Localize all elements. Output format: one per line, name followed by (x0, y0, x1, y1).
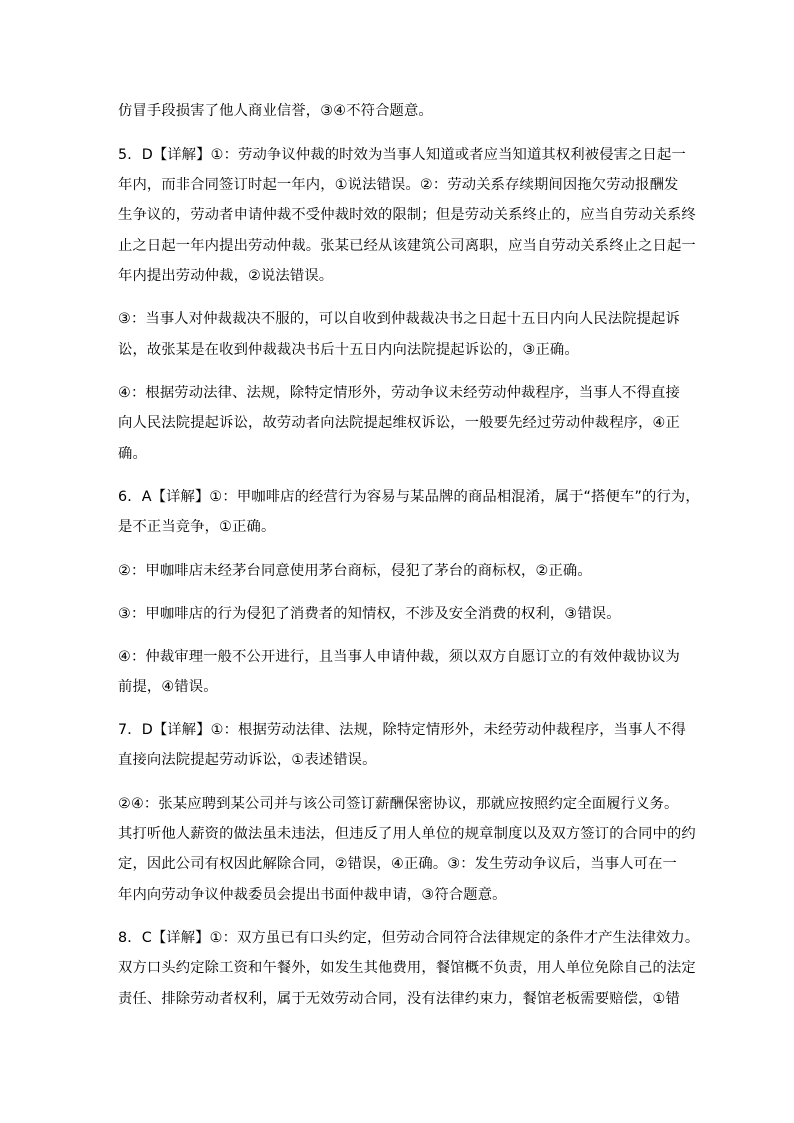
text-line: ③：甲咖啡店的行为侵犯了消费者的知情权，不涉及安全消费的权利，③错误。 (118, 606, 621, 622)
text-line: 前提，④错误。 (118, 679, 218, 695)
text-line: 向人民法院提起诉讼，故劳动者向法院提起维权诉讼，一般要先经过劳动仲裁程序，④正 (118, 415, 680, 431)
text-line: ②④：张某应聘到某公司并与该公司签订薪酬保密协议，那就应按照约定全面履行义务。 (118, 796, 679, 812)
text-line: ③：当事人对仲裁裁决不服的，可以自收到仲裁裁决书之日起十五日内向人民法院提起诉 (118, 311, 680, 327)
text-line: 确。 (118, 446, 147, 462)
text-line: 年内向劳动争议仲裁委员会提出书面仲裁申请，③符合题意。 (118, 887, 507, 903)
text-line: ④：根据劳动法律、法规，除特定情形外，劳动争议未经劳动仲裁程序，当事人不得直接 (118, 385, 680, 401)
text-line: 其打听他人薪资的做法虽未违法，但违反了用人单位的规章制度以及双方签订的合同中的约 (118, 826, 696, 842)
text-line: 生争议的，劳动者申请仲裁不受仲裁时效的限制；但是劳动关系终止的，应当自劳动关系终 (118, 207, 696, 223)
text-line: ②：甲咖啡店未经茅台同意使用茅台商标，侵犯了茅台的商标权，②正确。 (118, 563, 592, 579)
text-line: 讼，故张某是在收到仲裁裁决书后十五日内向法院提起诉讼的，③正确。 (118, 342, 579, 358)
text-line: 双方口头约定除工资和午餐外，如发生其他费用，餐馆概不负责，用人单位免除自己的法定 (118, 960, 696, 976)
text-line: 是不正当竞争，①正确。 (118, 519, 276, 535)
text-line: 6．A【详解】①：甲咖啡店的经营行为容易与某品牌的商品相混淆，属于“搭便车”的行为， (118, 489, 700, 505)
text-line: 直接向法院提起劳动诉讼，①表述错误。 (118, 752, 377, 768)
text-line: 仿冒手段损害了他人商业信誉，③④不符合题意。 (118, 103, 433, 119)
text-line: 8．C【详解】①：双方虽已有口头约定，但劳动合同符合法律规定的条件才产生法律效力。 (118, 930, 700, 946)
text-line: 年内，而非合同签订时起一年内，①说法错误。②：劳动关系存续期间因拖欠劳动报酬发 (118, 177, 679, 193)
text-line: 5．D【详解】①：劳动争议仲裁的时效为当事人知道或者应当知道其权利被侵害之日起一 (118, 147, 686, 163)
text-line: 止之日起一年内提出劳动仲裁。张某已经从该建筑公司离职，应当自劳动关系终止之日起一 (118, 238, 696, 254)
text-line: 责任、排除劳动者权利，属于无效劳动合同，没有法律约束力，餐馆老板需要赔偿，①错 (118, 991, 680, 1007)
text-line: 7．D【详解】①：根据劳动法律、法规，除特定情形外，未经劳动仲裁程序，当事人不得 (118, 722, 686, 738)
text-line: 定，因此公司有权因此解除合同，②错误，④正确。③：发生劳动争议后，当事人可在一 (118, 856, 677, 872)
text-line: 年内提出劳动仲裁，②说法错误。 (118, 268, 334, 284)
text-line: ④：仲裁审理一般不公开进行，且当事人申请仲裁，须以双方自愿订立的有效仲裁协议为 (118, 649, 680, 665)
